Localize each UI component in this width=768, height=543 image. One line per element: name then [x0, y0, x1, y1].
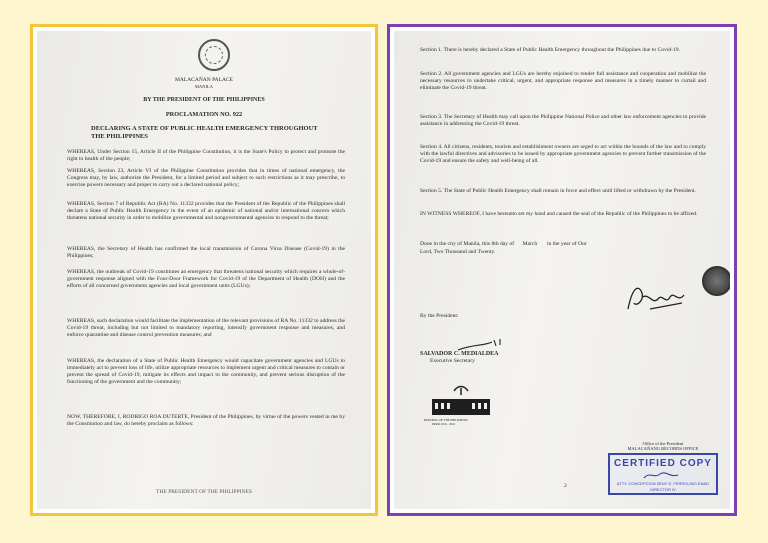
proclamation-title: DECLARING A STATE OF PUBLIC HEALTH EMERGENCY THROUGHOUT THE PHILIPPINES: [91, 125, 318, 140]
director-signature-icon: [642, 469, 682, 481]
palace-name: MALACAÑAN PALACE: [174, 77, 233, 83]
page-2-paper: [394, 31, 730, 509]
section-2: Section 2. All government agencies and LGUs are hereby enjoined to render full assistance and cooperation and mobilize the necessary resources to undertake critical, urgent, and appropriate response and measures in a timely manner to curtail and eliminate the Covid-19 threat.: [420, 71, 706, 91]
whereas-paragraph-7: WHEREAS, the declaration of a State of Public Health Emergency would capacitate government agencies and LGUs to immediately act to prevent loss of life, utilize appropriate resources to implement urgent and critical measures to contain or prevent the spread of Covid-19, mitigate its effects and impact to the community, and prevent serious disruption of the functioning of the government and the community;: [67, 358, 345, 385]
logo-caption-1: REPUBLIC OF THE PHILIPPINES: [424, 418, 469, 422]
page-footer: THE PRESIDENT OF THE PHILIPPINES: [156, 489, 252, 495]
presidential-seal-stamp-icon: [702, 266, 730, 296]
malacanang-palace-logo-icon: [430, 385, 492, 417]
page-number: 2: [564, 483, 567, 489]
section-3: Section 3. The Secretary of Health may call upon the Philippine National Police and other law enforcement agencies to provide assistance in addressing the Covid-19 threat.: [420, 114, 706, 127]
stamp-director-name: ATTY. CONCEPCION ZENY E. FERROLINO-ENAD: [616, 481, 710, 486]
done-line-1: Done in the city of Manila, this 8th day of March in the year of Our: [420, 241, 587, 247]
president-signature-icon: [622, 279, 692, 317]
presidential-seal-icon: [198, 39, 230, 71]
page-1-paper: [37, 31, 371, 509]
whereas-paragraph-1: WHEREAS, Under Section 15, Article II of the Philippine Constitution, it is the State's Policy to protect and promote the right to health of the people;: [67, 149, 345, 162]
whereas-paragraph-4: WHEREAS, the Secretary of Health has confirmed the local transmission of Corona Virus Disease (Covid-19) in the Philippines;: [67, 246, 345, 259]
proclamation-page-2: [387, 24, 737, 516]
stamp-office-line-2: MALACAÑANG RECORDS OFFICE: [627, 446, 699, 451]
by-president-heading: BY THE PRESIDENT OF THE PHILIPPINES: [143, 97, 265, 103]
proclamation-number: PROCLAMATION NO. 922: [165, 111, 243, 118]
whereas-paragraph-6: WHEREAS, such declaration would facilitate the implementation of the relevant provisions of RA No. 11332 to address the Covid-19 threat, including but not limited to mandatory reporting, intensify government response and measures, and enforce quarantine and disease control prevention measures; and: [67, 318, 345, 338]
stamp-office-line-1: Office of the President: [642, 441, 684, 446]
whereas-paragraph-5: WHEREAS, the outbreak of Covid-19 constitutes an emergency that threatens national security which requires a whole-of-government response aligned with the Four-Door Framework for Covid-19 of the Department of Health (DOH) and the efforts of all concerned government agencies and local government units (LGUs);: [67, 269, 345, 289]
now-therefore-paragraph: NOW, THEREFORE, I, RODRIGO ROA DUTERTE, President of the Philippines, by virtue of the powers vested in me by the Constitution and law, do hereby proclaim as follows:: [67, 414, 345, 427]
certified-copy-stamp: [608, 453, 718, 495]
section-4: Section 4. All citizens, residents, tourists and establishment owners are urged to act within the bounds of the law and to comply with the lawful directives and advisories to be issued by appropriate government agencies to prevent further transmission of the Covid-19 and ensure the safety and well-being of all.: [420, 144, 706, 164]
stamp-director-role: DIRECTOR IV: [650, 487, 676, 492]
witness-clause: IN WITNESS WHEREOF, I have hereunto set my hand and caused the seal of the Republic of the Philippines to be affixed.: [420, 211, 698, 217]
secretary-name: SALVADOR C. MEDIALDEA: [420, 351, 499, 357]
done-line-2: Lord, Two Thousand and Twenty.: [420, 249, 496, 255]
palace-city: MANILA: [195, 84, 213, 89]
stamp-title: CERTIFIED COPY: [614, 458, 712, 469]
section-5: Section 5. The State of Public Health Emergency shall remain in force and effect until lifted or withdrawn by the President.: [420, 188, 696, 194]
proclamation-page-1: [30, 24, 378, 516]
logo-caption-2: PRRD 2016 - 2022: [432, 422, 456, 426]
whereas-paragraph-3: WHEREAS, Section 7 of Republic Act (RA) No. 11332 provides that the President of the Republic of the Philippines shall declare a State of Public Health Emergency in the event of an epidemic of national and/or international concern which threatens national security in order to mobilize governmental and nongovernmental agencies to respond to the threat;: [67, 201, 345, 221]
secretary-title: Executive Secretary: [430, 358, 475, 364]
by-the-president-label: By the President:: [420, 313, 459, 319]
section-1: Section 1. There is hereby declared a State of Public Health Emergency throughout the Philippines due to Covid-19.: [420, 47, 680, 53]
whereas-paragraph-2: WHEREAS, Section 23, Article VI of the Philippine Constitution provides that in times of national emergency, the Congress may, by law, authorize the President, for a limited period and subject to such restrictions as it may prescribe, to exercise powers necessary and proper to carry out a declared national policy;: [67, 168, 345, 188]
